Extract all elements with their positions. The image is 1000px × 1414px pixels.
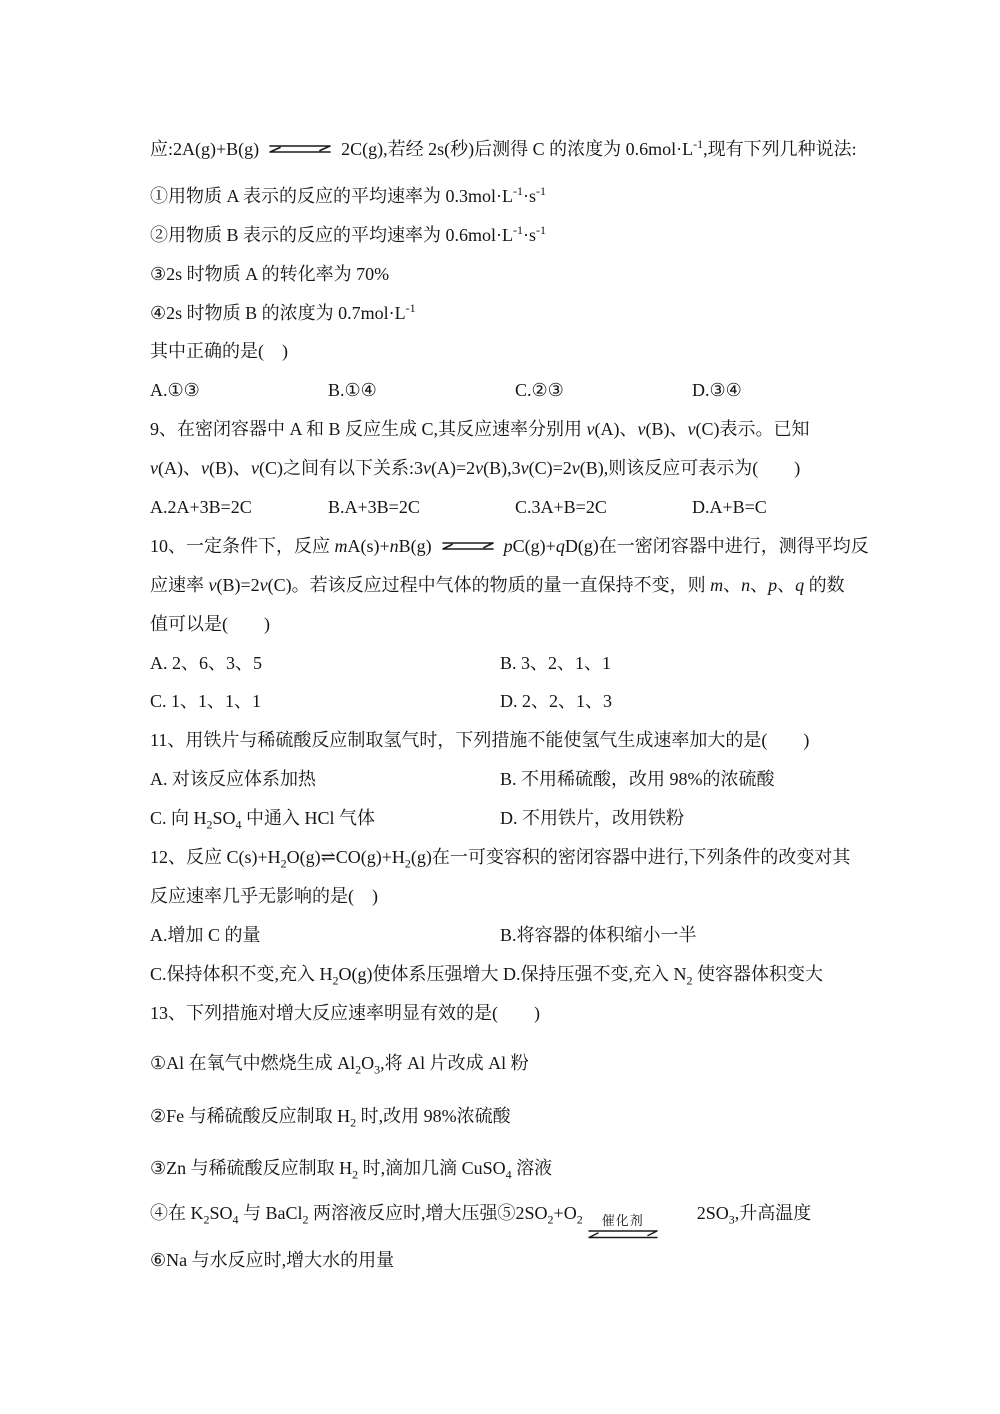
- q13-line-1: 13、下列措施对增大反应速率明显有效的是( ): [150, 1002, 540, 1023]
- q8-prompt: 其中正确的是( ): [150, 341, 288, 362]
- equilibrium-arrow-icon: [587, 1228, 659, 1241]
- q10-option-a: A. 2、6、3、5: [150, 652, 262, 673]
- q8-statement-2: ②用物质 B 表示的反应的平均速率为 $0.6mol\cdot L^{-1}\cdot s^{-1}$: [150, 222, 546, 245]
- q13-item4-pre: ④在 $K_2SO_4$ 与 BaCl$_2$ 两溶液反应时,增大压强$⑤2SO_2+O_2$: [150, 1203, 583, 1227]
- equilibrium-arrow-icon: [267, 141, 333, 157]
- q9-line-2: v(A)、v(B)、v(C)之间有以下关系:3v(A)=2v(B),3v(C)=2v(B),则该反应可表示为( ): [150, 458, 801, 479]
- q11-line-1: 11、用铁片与稀硫酸反应制取氢气时，下列措施不能使氢气生成速率加大的是( ): [150, 730, 810, 751]
- q9-option-a: A.2A+3B=2C: [150, 497, 252, 518]
- q12-line-1: 12、反应 $C(s)+H_2O(g)\rightleftharpoons CO(g)+H_2(g)$在一可变容积的密闭容器中进行,下列条件的改变对其: [150, 847, 851, 871]
- q8-option-a: A.①③: [150, 380, 200, 401]
- q10-line-3: 值可以是( ): [150, 613, 270, 634]
- q8-options-row: [150, 371, 856, 410]
- q10-options-row-1: [150, 644, 856, 683]
- q10-line1-post: pC(g)+qD(g)在一密闭容器中进行，测得平均反: [503, 535, 869, 556]
- q12-options-row-2: C.保持体积不变,充入 $H_2O(g)$使体系压强增大 D.保持压强不变,充入 $N_2$ 使容器体积变大: [150, 963, 823, 988]
- exam-content: [150, 130, 869, 1280]
- q13-item4-post: $2SO_3$,升高温度: [696, 1203, 812, 1227]
- q11-option-b: B. 不用稀硫酸，改用 98%的浓硫酸: [500, 769, 775, 790]
- equilibrium-arrow-icon: [440, 538, 496, 554]
- q8-statement-4: ④2s 时物质 B 的浓度为 $0.7mol\cdot L^{-1}$: [150, 300, 416, 323]
- q8-option-c: C.②③: [515, 380, 564, 401]
- q8-option-d: D.③④: [692, 380, 742, 401]
- q11-options-row-2: [150, 799, 856, 838]
- q9-options-row: [150, 488, 856, 527]
- q12-option-a: A.增加 C 的量: [150, 924, 261, 945]
- q10-options-row-2: [150, 682, 856, 721]
- q9-option-b: B.A+3B=2C: [328, 497, 420, 518]
- q10-option-d: D. 2、2、1、3: [500, 691, 612, 712]
- q13-item-4: [150, 1194, 856, 1241]
- q9-line-1: 9、在密闭容器中 A 和 B 反应生成 C,其反应速率分别用 v(A)、v(B)、v(C)表示。已知: [150, 419, 810, 440]
- q12-options-row-1: [150, 916, 856, 955]
- catalyst-equilibrium-arrow: [587, 1213, 659, 1241]
- q8-statement-3: ③2s 时物质 A 的转化率为 70%: [150, 263, 390, 284]
- q11-options-row-1: [150, 760, 856, 799]
- q9-option-c: C.3A+B=2C: [515, 497, 607, 518]
- q11-option-a: A. 对该反应体系加热: [150, 769, 316, 790]
- q13-item-6: ⑥Na 与水反应时,增大水的用量: [150, 1250, 395, 1271]
- q12-line-2: 反应速率几乎无影响的是( ): [150, 885, 378, 906]
- q13-item-1: ①Al 在氧气中燃烧生成 $Al_2O_3$,将 Al 片改成 Al 粉: [150, 1053, 529, 1078]
- q12-option-b: B.将容器的体积缩小一半: [500, 924, 697, 945]
- q8-option-b: B.①④: [328, 380, 377, 401]
- q8-intro-post: 2C(g),若经 2s(秒)后测得 C 的浓度为 $0.6mol\cdot L^{-1}$,现有下列几种说法:: [341, 137, 857, 159]
- q10-line1-pre: 10、一定条件下，反应 mA(s)+nB(g): [150, 535, 432, 556]
- q11-option-c: C. 向 $H_2SO_4$ 中通入 HCl 气体: [150, 808, 376, 832]
- catalyst-label: 催化剂: [601, 1213, 644, 1229]
- q11-option-d: D. 不用铁片，改用铁粉: [500, 808, 684, 829]
- q10-line-1: [150, 527, 869, 566]
- q10-option-b: B. 3、2、1、1: [500, 652, 612, 673]
- q10-line-2: 应速率 v(B)=2v(C)。若该反应过程中气体的物质的量一直保持不变，则 m、n、p、q 的数: [150, 574, 845, 595]
- q10-option-c: C. 1、1、1、1: [150, 691, 262, 712]
- q9-option-d: D.A+B=C: [692, 497, 767, 518]
- q8-statement-1: ①用物质 A 表示的反应的平均速率为 $0.3mol\cdot L^{-1}\cdot s^{-1}$: [150, 183, 546, 206]
- q13-item-3: ③Zn 与稀硫酸反应制取 $H_2$ 时,滴加几滴 CuSO$_4$ 溶液: [150, 1158, 553, 1182]
- q8-intro-pre: 应:2A(g)+B(g): [150, 139, 260, 159]
- q8-intro-line: [150, 130, 856, 169]
- q13-item-2: ②Fe 与稀硫酸反应制取 $H_2$ 时,改用 98%浓硫酸: [150, 1106, 511, 1130]
